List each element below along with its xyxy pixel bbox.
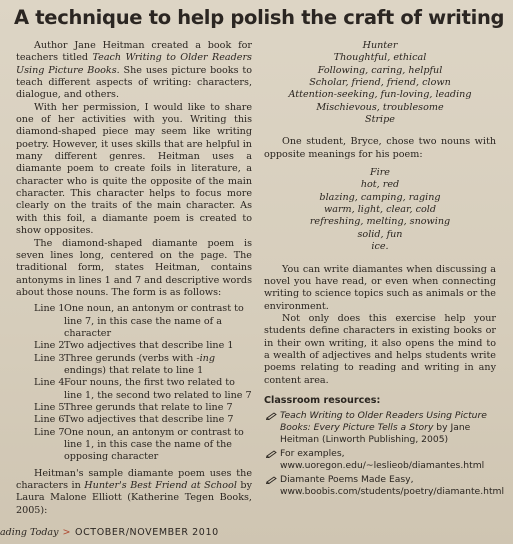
resource-book-title: Teach Writing to Older Readers Using Picture Books: Every Picture Tells a Story — [280, 410, 487, 434]
poem-line: Mischievous, troublesome — [316, 101, 444, 113]
left-column — [16, 40, 252, 517]
poem-line: hot, red — [360, 179, 400, 191]
resources-heading: Classroom resources: — [264, 394, 381, 406]
poem-line: Hunter — [362, 40, 398, 51]
poem-line: ice. — [371, 241, 389, 253]
pencil-icon — [264, 410, 280, 446]
pencil-icon — [264, 448, 280, 472]
paragraph-benefits: Not only does this exercise help your students define characters in existing books or in their own writing, it also opens the mind to a wealth of adjectives and helps students write poems relating to reading and writing in any content area. — [264, 312, 496, 386]
paragraph-usage: You can write diamantes when discussing a novel you have read, or even when connecting writing to science topics such as animals or the environment. — [264, 263, 496, 312]
resource-item: Teach Writing to Older Readers Using Picture Books: Every Picture Tells a Story by Jane Heitman (Linworth Publishing, 2005) — [264, 410, 496, 446]
form-line: Line 7 One noun, an antonym or contrast to line 1, in this case the name of the opposing character — [34, 426, 244, 463]
book-title: Hunter's Best Friend at School — [84, 480, 237, 492]
poem-line: Following, caring, helpful — [317, 64, 443, 76]
sample-poem — [264, 40, 496, 126]
resource-item — [264, 474, 505, 498]
resource-link[interactable]: For examples, www.uoregon.edu/~leslieob/diamantes.html — [280, 448, 485, 472]
form-line: Line 6 Two adjectives that describe line 7 — [34, 414, 234, 426]
resource-item — [264, 448, 496, 472]
page-footer — [0, 527, 513, 538]
form-line: Line 1 One noun, an antonym or contrast to line 7, in this case the name of a character — [34, 303, 244, 339]
poem-line: refreshing, melting, snowing — [309, 216, 451, 228]
pencil-icon — [264, 474, 280, 498]
poem-line: Stripe — [365, 114, 395, 126]
poem-line: blazing, camping, raging — [319, 191, 441, 203]
book-title: Teach Writing to Older Readers Using Picture Books — [16, 52, 252, 76]
form-line: Line 2 Two adjectives that describe line 1 — [34, 340, 234, 352]
poem-line: warm, light, clear, cold — [324, 204, 436, 216]
paragraph-student-example: One student, Bryce, chose two nouns with opposite meanings for his poem: — [264, 136, 496, 160]
article-headline: A technique to help polish the craft of writing — [14, 6, 505, 29]
journal-name: ading Today — [0, 527, 59, 538]
paragraph-sample-intro: Heitman's sample diamante poem uses the characters in Hunter's Best Friend at School by Laura Malone Elliott (Katherine Tegen Books, 2005): — [16, 467, 252, 516]
poem-line: Fire — [370, 167, 390, 179]
resource-link[interactable]: Diamante Poems Made Easy, www.boobis.com/students/poetry/diamante.html — [280, 474, 505, 498]
poem-line: Thoughtful, ethical — [333, 52, 427, 64]
poem-line: solid, fun — [357, 228, 403, 240]
poem-line: Scholar, friend, friend, clown — [309, 77, 451, 89]
form-line: Line 3 Three gerunds (verbs with -ing endings) that relate to line 1 — [34, 352, 215, 376]
student-poem — [264, 167, 496, 253]
paragraph-intro: Author Jane Heitman created a book for teachers titled Teach Writing to Older Readers Using Picture Books. She uses picture books to teach different aspects of writing: characters, dialogue, and others. — [16, 40, 253, 101]
form-line: Line 4 Four nouns, the first two related to line 1, the second two related to line 7 — [34, 377, 252, 401]
paragraph-activity: With her permission, I would like to share one of her activities with you. Writing this diamond-shaped piece may seem like writing poetry. However, it uses skills that are helpful in many different genres. Heitman uses a diamante poem to create foils in literature, a character who is quite the opposite of the main character. This character helps to focus more clearly on the traits of the main character. As with this foil, a diamante poem is created to show opposites. — [16, 101, 252, 237]
right-column — [264, 40, 505, 500]
diamante-form-list — [16, 303, 252, 463]
issue-date: OCTOBER/NOVEMBER 2010 — [75, 527, 219, 538]
form-line: Line 5 Three gerunds that relate to line 7 — [34, 401, 233, 413]
footer-separator: > — [62, 527, 71, 538]
poem-line: Attention-seeking, fun-loving, leading — [288, 89, 472, 101]
paragraph-form-description: The diamond-shaped diamante poem is seven lines long, centered on the page. The traditional form, states Heitman, contains antonyms in lines 1 and 7 and descriptive words about those nouns. The form is as follows: — [16, 237, 252, 298]
